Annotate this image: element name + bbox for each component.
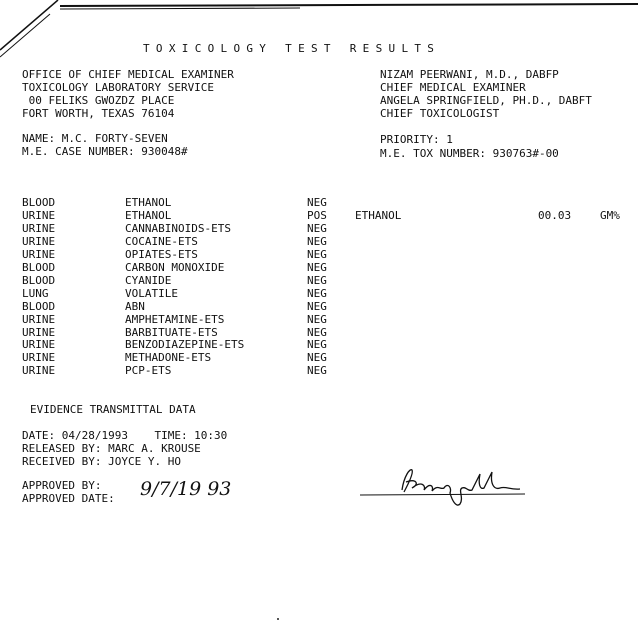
result-test-name: PCP-ETS [125,364,172,378]
result-result: NEG [307,312,327,326]
result-result: NEG [307,247,327,261]
result-result: NEG [307,299,327,313]
result-result: NEG [307,325,327,339]
result-row [0,196,638,209]
result-unit: GM% [600,208,620,222]
result-result: NEG [307,234,327,248]
result-test-name: METHADONE-ETS [125,351,212,365]
result-test-name: CARBON MONOXIDE [125,260,225,274]
result-test-name: BENZODIAZEPINE-ETS [125,338,245,352]
examiner-name: NIZAM PEERWANI, M.D., DABFP [380,68,559,81]
lab-office-line: OFFICE OF CHIEF MEDICAL EXAMINER [22,68,234,81]
result-test-name: CYANIDE [125,273,172,287]
report-title: TOXICOLOGY TEST RESULTS [143,42,441,55]
evidence-date-time: DATE: 04/28/1993 TIME: 10:30 [22,429,228,442]
approved-date-label: APPROVED DATE: [22,492,115,505]
result-row [0,261,638,274]
result-value: 00.03 [538,208,572,222]
result-row [0,235,638,248]
toxicologist-name: ANGELA SPRINGFIELD, PH.D., DABFT [380,94,592,107]
approved-by-label: APPROVED BY: [22,479,102,492]
lab-address-line: 00 FELIKS GWOZDZ PLACE [22,94,175,107]
evidence-heading: EVIDENCE TRANSMITTAL DATA [30,403,196,416]
result-specimen: URINE [22,234,56,248]
toxicologist-title: CHIEF TOXICOLOGIST [380,107,500,120]
result-specimen: URINE [22,338,56,352]
signature-image [360,462,540,512]
result-row [0,248,638,261]
result-result: NEG [307,260,327,274]
result-row [0,274,638,287]
result-specimen: BLOOD [22,196,56,209]
tox-number: M.E. TOX NUMBER: 930763#-00 [380,147,559,160]
released-by: RELEASED BY: MARC A. KROUSE [22,442,201,455]
case-name: NAME: M.C. FORTY-SEVEN [22,132,168,145]
result-result: POS [307,208,327,222]
result-result: NEG [307,273,327,287]
result-specimen: BLOOD [22,273,56,287]
result-specimen: URINE [22,351,56,365]
result-specimen: BLOOD [22,299,56,313]
result-result: NEG [307,351,327,365]
result-row [0,222,638,235]
result-test-name: OPIATES-ETS [125,247,198,261]
result-specimen: LUNG [22,286,49,300]
received-by: RECEIVED BY: JOYCE Y. HO [22,455,181,468]
result-result: NEG [307,221,327,235]
result-specimen: URINE [22,221,56,235]
result-test-name: COCAINE-ETS [125,234,198,248]
result-row [0,287,638,300]
result-specimen: URINE [22,325,56,339]
result-row [0,364,638,377]
result-row [0,209,638,222]
result-test-name: BARBITUATE-ETS [125,325,218,339]
lab-city-line: FORT WORTH, TEXAS 76104 [22,107,175,120]
result-test-name: ETHANOL [125,196,172,209]
result-test-name: CANNABINOIDS-ETS [125,221,231,235]
examiner-title: CHIEF MEDICAL EXAMINER [380,81,526,94]
result-specimen: URINE [22,364,56,378]
result-result: NEG [307,364,327,378]
lab-service-line: TOXICOLOGY LABORATORY SERVICE [22,81,215,94]
result-compound: ETHANOL [355,208,402,222]
result-specimen: URINE [22,208,56,222]
result-specimen: URINE [22,312,56,326]
result-test-name: AMPHETAMINE-ETS [125,312,225,326]
scan-speck [277,618,279,620]
result-specimen: BLOOD [22,260,56,274]
result-result: NEG [307,338,327,352]
result-test-name: VOLATILE [125,286,178,300]
result-row [0,326,638,339]
result-result: NEG [307,196,327,209]
result-specimen: URINE [22,247,56,261]
result-test-name: ABN [125,299,145,313]
handwritten-approval-date: 9/7/19 93 [140,478,232,500]
result-test-name: ETHANOL [125,208,172,222]
result-row [0,338,638,351]
result-result: NEG [307,286,327,300]
priority: PRIORITY: 1 [380,133,453,146]
result-row [0,300,638,313]
result-row [0,313,638,326]
result-row [0,351,638,364]
case-number: M.E. CASE NUMBER: 930048# [22,145,188,158]
